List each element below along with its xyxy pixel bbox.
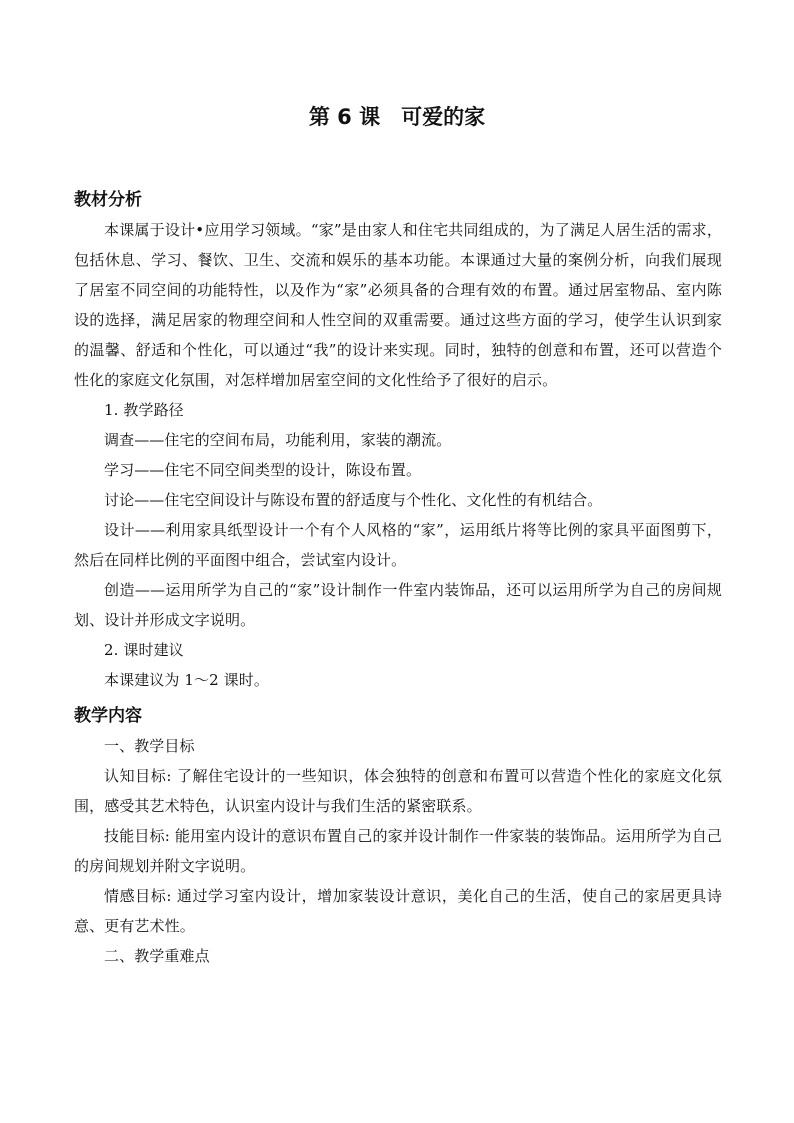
teaching-path-title: 1. 教学路径 <box>104 401 184 419</box>
section-heading-content: 教学内容 <box>74 706 142 726</box>
teaching-difficulty-title: 二、教学重难点 <box>104 947 210 965</box>
page-title: 第 6 课 可爱的家 <box>308 105 486 129</box>
teaching-goals-title: 一、教学目标 <box>104 737 195 755</box>
analysis-intro-paragraph: 本课属于设计•应用学习领域。“家”是由家人和住宅共同组成的，为了满足人居生活的需求，包括休息、学习、餐饮、卫生、交流和娱乐的基本功能。本课通过大量的案例分析，向我们展现了居室不同空间的功能特性，以及作为“家”必须具备的合理有效的布置。通过居室物品、室内陈设的选择，满足居家的物理空间和人性空间的双重需要。通过这些方面的学习，使学生认识到家的温馨、舒适和个性化，可以通过“我”的设计来实现。同时，独特的创意和布置，还可以营造个性化的家庭文化氛围，对怎样增加居室空间的文化性给予了很好的启示。 <box>74 221 722 389</box>
document-body <box>74 185 722 971</box>
class-hours-title: 2. 课时建议 <box>104 641 184 659</box>
path-item-design: 设计——利用家具纸型设计一个有个人风格的“家”，运用纸片将等比例的家具平面图剪下，然后在同样比例的平面图中组合，尝试室内设计。 <box>74 521 722 569</box>
goal-skill: 技能目标: 能用室内设计的意识布置自己的家并设计制作一件家装的装饰品。运用所学为自己的房间规划并附文字说明。 <box>74 827 722 875</box>
path-item-discuss: 讨论——住宅空间设计与陈设布置的舒适度与个性化、文化性的有机结合。 <box>104 491 603 509</box>
path-item-survey: 调查——住宅的空间布局，功能利用，家装的潮流。 <box>104 431 452 449</box>
class-hours-text: 本课建议为 1～2 课时。 <box>104 671 269 689</box>
path-item-learn: 学习——住宅不同空间类型的设计，陈设布置。 <box>104 461 422 479</box>
path-item-create: 创造——运用所学为自己的“家”设计制作一件室内装饰品，还可以运用所学为自己的房间规划、设计并形成文字说明。 <box>74 581 722 629</box>
section-heading-analysis: 教材分析 <box>74 190 142 210</box>
goal-cognitive: 认知目标: 了解住宅设计的一些知识，体会独特的创意和布置可以营造个性化的家庭文化氛围，感受其艺术特色，认识室内设计与我们生活的紧密联系。 <box>74 767 722 815</box>
goal-emotion: 情感目标: 通过学习室内设计，增加家装设计意识，美化自己的生活，使自己的家居更具诗意、更有艺术性。 <box>74 887 722 935</box>
